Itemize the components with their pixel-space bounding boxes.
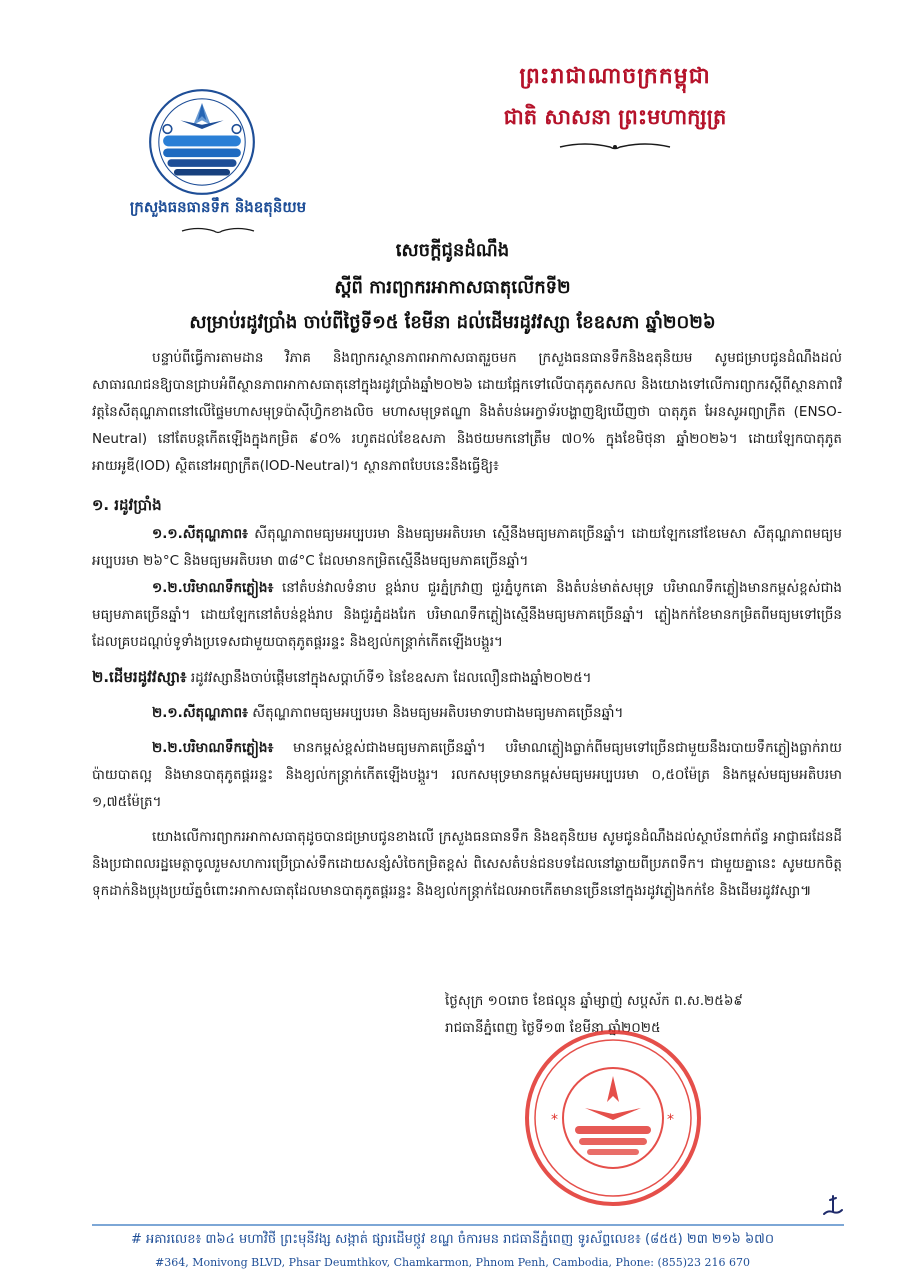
ministry-logo-icon xyxy=(148,88,256,196)
svg-text:*: * xyxy=(551,1112,558,1128)
section-2-2 xyxy=(92,735,842,816)
section-1-1 xyxy=(92,521,842,575)
closing-paragraph: យោងលើការព្យាករអាកាសធាតុដូចបានជម្រាបជូនខាងលើ ក្រសួងធនធានទឹក និងឧតុនិយម សូមជូនដំណឹងដល់ស្ថាប័នពាក់ព័ន្ធ អាជ្ញាធរដែនដី និងប្រជាពលរដ្ឋមេត្តាចូលរួមសហការប្រើប្រាស់ទឹកដោយសន្សំសំចៃកម្រិតខ្ពស់ ពិសេសតំបន់ជនបទដែលនៅឆ្ងាយពីប្រភពទឹក។ ជាមួយគ្នានេះ សូមយកចិត្តទុកដាក់និងប្រុងប្រយ័ត្នចំពោះអាកាសធាតុដែលមានបាតុភូតផ្គររន្ទះ និងខ្យល់កន្ត្រាក់ដែលអាចកើតមានច្រើននៅក្នុងរដូវភ្លៀងកក់ខែ និងដើមរដូវវស្សា៕ xyxy=(92,829,842,899)
document-title xyxy=(60,238,845,337)
section-2-heading-text: រដូវវស្សានឹងចាប់ផ្តើមនៅក្នុងសប្តាហ៍ទី១ នៃខែឧសភា ដែលលឿនជាងឆ្នាំ២០២៥។ xyxy=(186,670,592,686)
section-1-1-label: ១.១.សីតុណ្ហភាព៖ xyxy=(152,526,248,542)
section-1-heading: ១. រដូវប្រាំង xyxy=(92,496,162,514)
footer-address-kh: # អគារលេខ៖ ៣៦៤ មហាវិថី ព្រះមុនីវង្ស សង្កាត់ ផ្សារដើមថ្កូវ ខណ្ឌ ចំការមន រាជធានីភ្នំពេញ ទូរស័ព្ទលេខ៖ (៨៥៥) ២៣ ២១៦ ៦៧០ xyxy=(130,1232,775,1247)
section-2-1-label: ២.១.សីតុណ្ហភាព៖ xyxy=(152,705,248,721)
document-body xyxy=(92,345,842,905)
ministry-flourish-icon xyxy=(178,226,258,236)
ministry-name xyxy=(98,198,338,240)
kingdom-header xyxy=(465,62,765,157)
footer-address-en: #364, Monivong BLVD, Phsar Deumthkov, Chamkarmon, Phnom Penh, Cambodia, Phone: (855)23 216 670 xyxy=(154,1256,751,1269)
national-motto: ជាតិ សាសនា ព្រះមហាក្សត្រ xyxy=(503,104,727,129)
section-1-2-text: នៅតំបន់វាលទំនាប ខ្ពង់រាប ជួរភ្នំក្រវាញ ជួរភ្នំបូកគោ និងតំបន់មាត់សមុទ្រ បរិមាណទឹកភ្លៀងមានកម្ពស់ខ្ពស់ជាងមធ្យមភាគច្រើនឆ្នាំ។ ដោយឡែកនៅតំបន់ខ្ពង់រាប និងជួរភ្នំដងរែក បរិមាណទឹកភ្លៀងស្មើនឹងមធ្យមភាគច្រើនឆ្នាំ។ ភ្លៀងកក់ខែមានកម្រិតពីមធ្យមទៅច្រើន ដែលគ្របដណ្តប់ទូទាំងប្រទេសជាមួយបាតុភូតផ្គររន្ទះ និងខ្យល់កន្ត្រាក់កើតឡើងបង្គួរ។ xyxy=(92,580,842,650)
ministry-label: ក្រសួងធនធានទឹក និងឧតុនិយម xyxy=(129,198,307,216)
title-line-3: សម្រាប់រដូវប្រាំង ចាប់ពីថ្ងៃទី១៥ ខែមីនា ដល់ដើមរដូវវស្សា ខែឧសភា ឆ្នាំ២០២៦ xyxy=(189,312,716,333)
footer-divider xyxy=(92,1224,844,1226)
section-2-heading: ២.ដើមរដូវវស្សា៖ xyxy=(92,668,187,686)
section-2-2-text: មានកម្ពស់ខ្ពស់ជាងមធ្យមភាគច្រើនឆ្នាំ។ បរិមាណភ្លៀងធ្លាក់ពីមធ្យមទៅច្រើនជាមួយនឹងរបាយទឹកភ្លៀងធ្លាក់រាយប៉ាយបាតល្អ និងមានបាតុភូតផ្គររន្ទះ និងខ្យល់កន្ត្រាក់កើតឡើងបង្គួរ។ រលកសមុទ្រមានកម្ពស់មធ្យមអប្បបរមា ០,៥០ម៉ែត្រ និងកម្ពស់មធ្យមអតិបរមា ១,៧៥ម៉ែត្រ។ xyxy=(92,740,842,810)
solar-date: រាជធានីភ្នំពេញ ថ្ងៃទី១៣ ខែមីនា ឆ្នាំ២០២៥ xyxy=(445,1020,661,1036)
footer xyxy=(60,1231,845,1269)
signature-mark-icon xyxy=(818,1190,848,1220)
header-flourish-icon xyxy=(555,141,675,153)
title-line-1: សេចក្តីជូនដំណឹង xyxy=(395,240,510,261)
kingdom-title: ព្រះរាជាណាចក្រកម្ពុជា xyxy=(519,63,711,89)
section-2-1 xyxy=(92,700,842,727)
svg-text:*: * xyxy=(667,1112,674,1128)
section-2-2-label: ២.២.បរិមាណទឹកភ្លៀង៖ xyxy=(152,740,274,756)
section-2-1-text: សីតុណ្ហភាពមធ្យមអប្បបរមា និងមធ្យមអតិបរមាទាបជាងមធ្យមភាគច្រើនឆ្នាំ។ xyxy=(247,705,624,721)
intro-paragraph: បន្ទាប់ពីធ្វើការតាមដាន វិភាគ និងព្យាករស្ថានភាពអាកាសធាតុរួចមក ក្រសួងធនធានទឹកនិងឧតុនិយម សូមជម្រាបជូនដំណឹងដល់សាធារណជនឱ្យបានជ្រាបអំពីស្ថានភាពអាកាសធាតុនៅក្នុងរដូវប្រាំងឆ្នាំ២០២៦ ដោយផ្អែកទៅលើបាតុភូតសកល និងយោងទៅលើការព្យាករស្តីពីស្ថានភាពវិវត្តនៃសីតុណ្ហភាពនៅលើផ្ទៃមហាសមុទ្រប៉ាស៊ីហ្វិកខាងលិច មហាសមុទ្រឥណ្ឌា និងតំបន់អេក្វាទ័របង្ហាញឱ្យឃើញថា បាតុភូត អែនសូអព្យាក្រឹត (ENSO-Neutral) នៅតែបន្តកើតឡើងក្នុងកម្រិត ៩០% រហូតដល់ខែឧសភា និងថយមកនៅត្រឹម ៧០% ក្នុងខែមិថុនា ឆ្នាំ២០២៦។ ដោយឡែកបាតុភូត អាយអូឌី(IOD) ស្ថិតនៅអព្យាក្រឹត(IOD-Neutral)។ ស្ថានភាពបែបនេះនឹងធ្វើឱ្យ៖ xyxy=(92,350,842,474)
title-line-2: ស្តីពី ការព្យាករអាកាសធាតុលើកទី២ xyxy=(334,277,571,298)
section-1-2-label: ១.២.បរិមាណទឹកភ្លៀង៖ xyxy=(152,580,274,596)
section-1-1-text: សីតុណ្ហភាពមធ្យមអប្បបរមា និងមធ្យមអតិបរមា ស្មើនឹងមធ្យមភាគច្រើនឆ្នាំ។ ដោយឡែកនៅខែមេសា សីតុណ្ហភាពមធ្យមអប្បបរមា ២៦°C និងមធ្យមអតិបរមា ៣៨°C ដែលមានកម្រិតស្មើនឹងមធ្យមភាគច្រើនឆ្នាំ។ xyxy=(92,526,842,569)
section-2 xyxy=(92,664,842,692)
section-1-2 xyxy=(92,575,842,656)
official-seal-icon xyxy=(523,1028,703,1208)
lunar-date: ថ្ងៃសុក្រ ១០រោច ខែផល្គុន ឆ្នាំម្សាញ់ សប្តស័ក ព.ស.២៥៦៩ xyxy=(445,993,743,1009)
